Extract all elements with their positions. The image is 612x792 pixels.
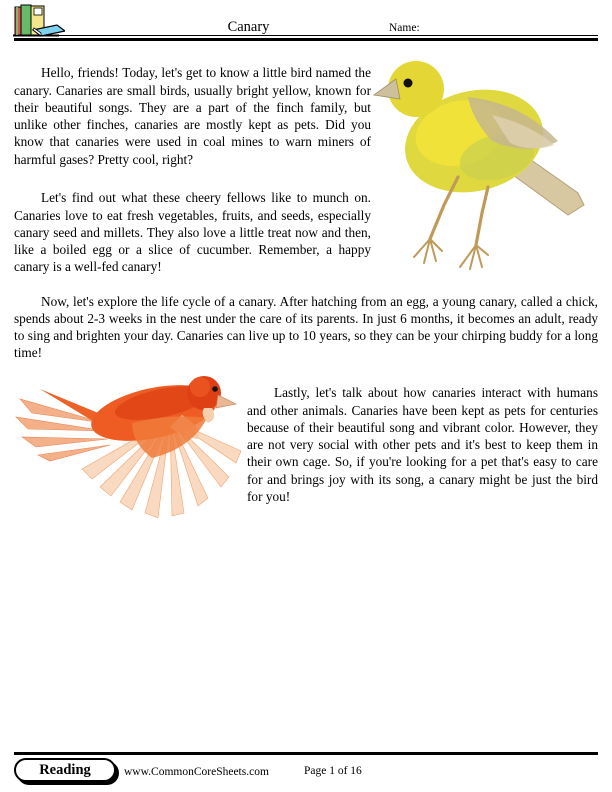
name-line (14, 35, 598, 36)
reading-badge (14, 758, 116, 782)
orange-canary-image (12, 363, 252, 528)
paragraph-intro: Hello, friends! Today, let's get to know a little bird named the canary. Canaries are small birds, usually bright yellow, known for their beautiful songs. They are a part of the finch family, but unlike other finches, canaries are mostly kept as pets. Did you know that canaries were used in coal mines to warn miners of harmful gases? Pretty cool, right? (14, 65, 371, 167)
header-rule (14, 38, 598, 41)
page-number: Page 1 of 16 (304, 765, 362, 777)
yellow-canary-image (372, 45, 608, 271)
paragraph-interaction: Lastly, let's talk about how canaries interact with humans and other animals. Canaries have been kept as pets for centuries because of their beautiful song and vibrant color. However, they are not very social with other pets and it's best to keep them in their own cage. So, if you're looking for a pet that's easy to care for and brings joy with its song, a canary might be just the bird for you! (247, 385, 598, 505)
name-label: Name: (389, 22, 420, 34)
reading-badge-label: Reading (39, 761, 91, 778)
books-icon (13, 3, 65, 37)
page-title: Canary (227, 19, 270, 35)
website-link[interactable]: www.CommonCoreSheets.com (124, 766, 269, 778)
paragraph-lifecycle: Now, let's explore the life cycle of a canary. After hatching from an egg, a young canary, called a chick, spends about 2-3 weeks in the nest under the care of its parents. In just 6 months, it becomes an adult, ready to sing and brighten your day. Canaries can live up to 10 years, so they can be your chirping buddy for a long time! (14, 294, 598, 361)
paragraph-diet: Let's find out what these cheery fellows like to munch on. Canaries love to eat fresh vegetables, fruits, and seeds, especially canary seed and millets. They also love a little treat now and then, like a boiled egg or a slice of cucumber. Remember, a happy canary is a well-fed canary! (14, 190, 371, 275)
footer-rule (14, 752, 598, 755)
